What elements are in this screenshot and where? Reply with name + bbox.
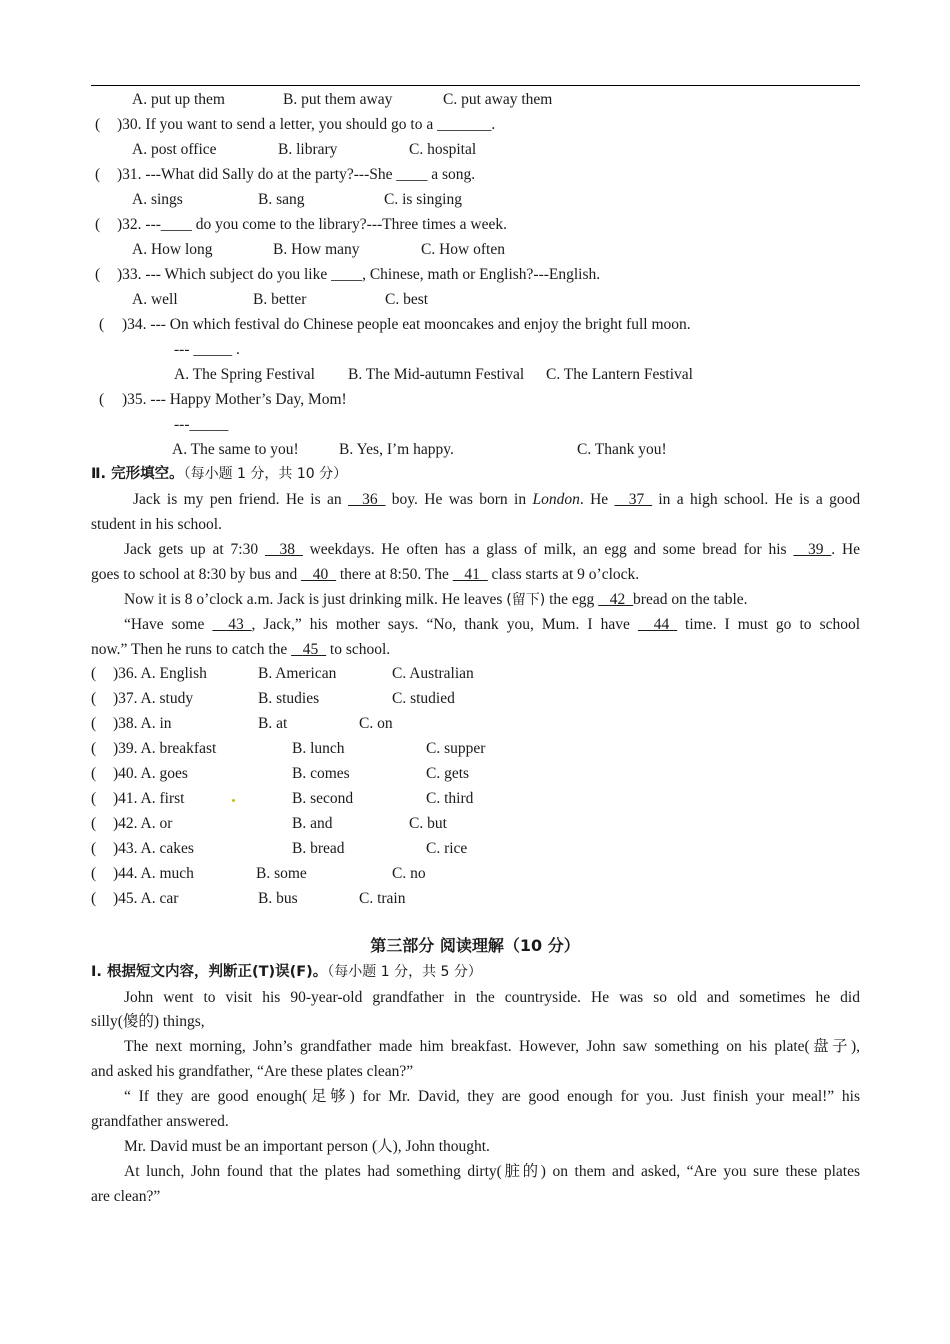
opt40-c: C. gets (426, 765, 470, 782)
opt36-c: C. Australian (392, 665, 474, 682)
paren-42: ( (91, 815, 97, 832)
cloze-line-1: Jack is my pen friend. He is an _36_ boy. He was born in London. He _37_ in a high school. He is a good (133, 491, 861, 508)
opt37-c: C. studied (392, 690, 455, 707)
reading-line-4: and asked his grandfather, “Are these plates clean?” (91, 1063, 414, 1080)
opt38-a: )38. A. in (113, 715, 172, 732)
q29-option-a: A. put up them (132, 91, 225, 108)
q35-paren: ( (99, 391, 105, 408)
paren-45: ( (91, 890, 97, 907)
q31-option-c: C. is singing (384, 191, 462, 208)
blank-37: _37_ (614, 491, 652, 508)
q30-option-c: C. hospital (409, 141, 477, 158)
opt45-c: C. train (359, 890, 406, 907)
opt41-b: B. second (292, 790, 354, 807)
q35-option-b: B. Yes, I’m happy. (339, 441, 454, 458)
opt44-b: B. some (256, 865, 307, 882)
q33-option-b: B. better (253, 291, 307, 308)
blank-44: _44_ (637, 616, 677, 633)
q35-stem: )35. --- Happy Mother’s Day, Mom! (122, 391, 347, 408)
opt43-c: C. rice (426, 840, 468, 857)
q32-option-c: C. How often (421, 241, 505, 258)
reading-line-7: Mr. David must be an important person (人), John thought. (124, 1138, 490, 1155)
opt36-a: )36. A. English (113, 665, 207, 682)
opt39-b: B. lunch (292, 740, 345, 757)
paren-44: ( (91, 865, 97, 882)
q32-stem: )32. ---____ do you come to the library?---Three times a week. (117, 216, 507, 233)
cloze-line-5: Now it is 8 o’clock a.m. Jack is just drinking milk. He leaves (留下) the egg _42_bread on the table. (124, 591, 748, 608)
q33-option-a: A. well (132, 291, 178, 308)
cloze-line-4: goes to school at 8:30 by bus and _40_ there at 8:50. The _41_ class starts at 9 o’clock. (91, 566, 640, 583)
blank-42: _42_ (598, 591, 634, 608)
q31-option-a: A. sings (132, 191, 183, 208)
opt44-a: )44. A. much (113, 865, 194, 882)
cloze-heading: Ⅱ. 完形填空。（每小题 1 分，共 10 分） (91, 466, 348, 482)
opt42-b: B. and (292, 815, 333, 832)
blank-41: _41_ (452, 566, 488, 583)
opt45-a: )45. A. car (113, 890, 179, 907)
header-rule (91, 85, 860, 86)
q35-reply: ---_____ (174, 416, 229, 433)
paren-43: ( (91, 840, 97, 857)
q29-option-c: C. put away them (443, 91, 553, 108)
blank-43: _43_ (212, 616, 252, 633)
opt41-c: C. third (426, 790, 474, 807)
part3-title: 第三部分 阅读理解（10 分） (370, 936, 580, 955)
q34-paren: ( (99, 316, 105, 333)
cloze-line-3: Jack gets up at 7:30 _38_ weekdays. He often has a glass of milk, an egg and some bread for his _39_. He (124, 541, 861, 558)
opt42-c: C. but (409, 815, 447, 832)
q34-option-a: A. The Spring Festival (174, 366, 315, 383)
blank-38: _38_ (264, 541, 303, 558)
q33-paren: ( (95, 266, 101, 283)
paren-37: ( (91, 690, 97, 707)
blank-45: _45_ (291, 641, 327, 658)
opt43-a: )43. A. cakes (113, 840, 194, 857)
q34-option-c: C. The Lantern Festival (546, 366, 693, 383)
reading-line-8: At lunch, John found that the plates had something dirty(脏的) on them and asked, “Are you sure these plates (124, 1163, 860, 1180)
q30-option-a: A. post office (132, 141, 217, 158)
opt39-a: )39. A. breakfast (113, 740, 217, 757)
reading-line-6: grandfather answered. (91, 1113, 229, 1130)
q32-option-b: B. How many (273, 241, 360, 258)
opt36-b: B. American (258, 665, 337, 682)
opt40-b: B. comes (292, 765, 350, 782)
q30-option-b: B. library (278, 141, 338, 158)
q32-option-a: A. How long (132, 241, 213, 258)
reading-line-2: silly(傻的) things, (91, 1013, 205, 1030)
q30-stem: )30. If you want to send a letter, you should go to a _______. (117, 116, 496, 133)
q30-paren: ( (95, 116, 101, 133)
q31-paren: ( (95, 166, 101, 183)
paren-39: ( (91, 740, 97, 757)
q34-reply: --- _____ . (174, 341, 240, 358)
q31-option-b: B. sang (258, 191, 305, 208)
cloze-line-6: “Have some _43_, Jack,” his mother says. “No, thank you, Mum. I have _44_ time. I must go to school (124, 616, 861, 633)
reading-line-3: The next morning, John’s grandfather made him breakfast. However, John saw something on his plate(盘子), (124, 1038, 860, 1055)
opt41-a: )41. A. first (113, 790, 185, 807)
q32-paren: ( (95, 216, 101, 233)
opt38-c: C. on (359, 715, 393, 732)
paren-38: ( (91, 715, 97, 732)
q33-option-c: C. best (385, 291, 429, 308)
cloze-line-7: now.” Then he runs to catch the _45_ to school. (91, 641, 391, 658)
q31-stem: )31. ---What did Sally do at the party?---She ____ a song. (117, 166, 476, 183)
q35-option-a: A. The same to you! (172, 441, 299, 458)
blank-39: _39_ (793, 541, 832, 558)
q33-stem: )33. --- Which subject do you like ____, Chinese, math or English?---English. (117, 266, 601, 283)
reading-line-9: are clean?” (91, 1188, 161, 1205)
q34-option-b: B. The Mid-autumn Festival (348, 366, 525, 383)
q29-option-b: B. put them away (283, 91, 393, 108)
yellow-dot-mark (232, 799, 235, 802)
opt40-a: )40. A. goes (113, 765, 188, 782)
reading-line-1: John went to visit his 90-year-old grandfather in the countryside. He was so old and sometimes he did (124, 989, 860, 1006)
blank-40: _40_ (301, 566, 336, 583)
opt37-b: B. studies (258, 690, 320, 707)
opt42-a: )42. A. or (113, 815, 173, 832)
q35-option-c: C. Thank you! (577, 441, 667, 458)
opt39-c: C. supper (426, 740, 486, 757)
blank-36: _36_ (348, 491, 386, 508)
paren-41: ( (91, 790, 97, 807)
reading-heading: Ⅰ. 根据短文内容，判断正(T)误(F)。（每小题 1 分，共 5 分） (91, 964, 482, 980)
opt43-b: B. bread (292, 840, 345, 857)
opt44-c: C. no (392, 865, 426, 882)
paren-36: ( (91, 665, 97, 682)
q34-stem: )34. --- On which festival do Chinese people eat mooncakes and enjoy the bright full moon. (122, 316, 691, 333)
opt38-b: B. at (258, 715, 288, 732)
opt37-a: )37. A. study (113, 690, 194, 707)
cloze-line-2: student in his school. (91, 516, 222, 533)
opt45-b: B. bus (258, 890, 298, 907)
reading-line-5: “ If they are good enough(足够) for Mr. David, they are good enough for you. Just finish your meal!” his (124, 1088, 860, 1105)
paren-40: ( (91, 765, 97, 782)
